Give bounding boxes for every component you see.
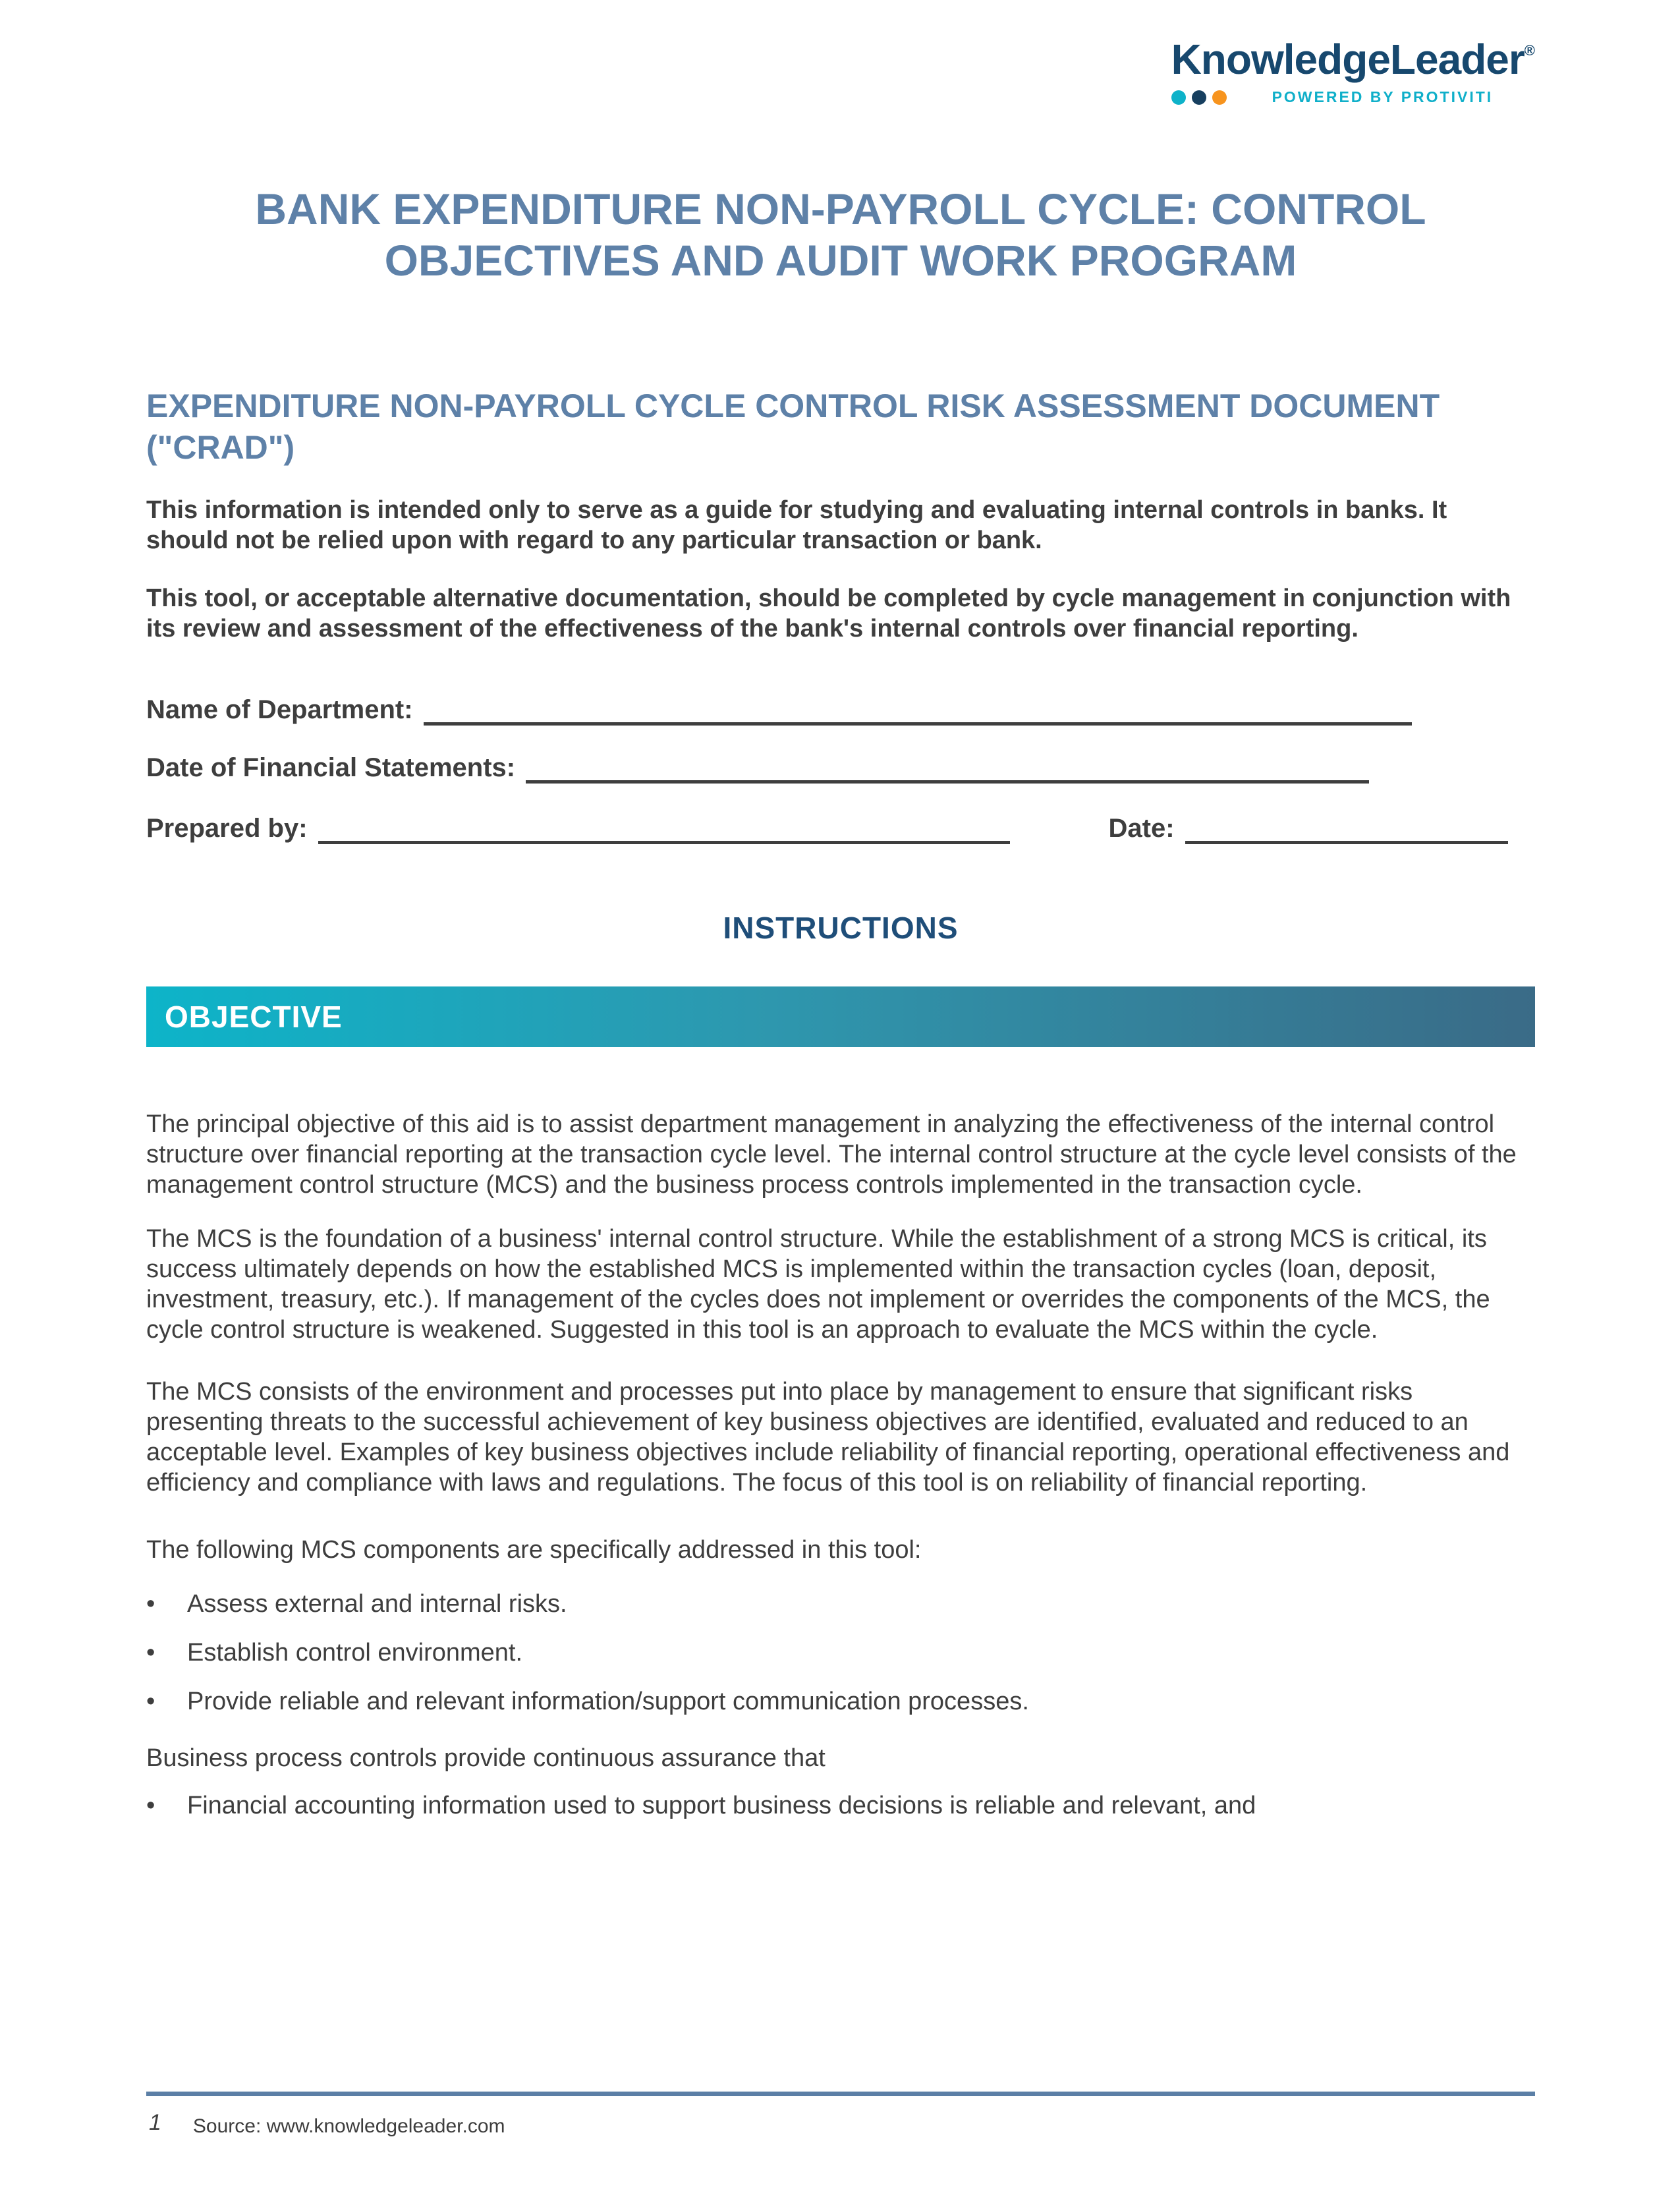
business-process-controls-line: Business process controls provide continuous assurance that [146, 1744, 826, 1772]
list-item [146, 1686, 1535, 1717]
footer-divider-rule [146, 2092, 1535, 2096]
document-title: BANK EXPENDITURE NON-PAYROLL CYCLE: CONTROL OBJECTIVES AND AUDIT WORK PROGRAM [255, 185, 1426, 285]
objective-heading: OBJECTIVE [165, 999, 343, 1034]
cyan-dot-icon [1171, 90, 1186, 105]
objective-section-banner [146, 986, 1535, 1047]
form-row-date-of-financial-statements [146, 752, 1535, 784]
bullet-icon: • [146, 1638, 155, 1667]
logo-tagline-row [1171, 88, 1535, 106]
intro-paragraph-1: This information is intended only to serve as a guide for studying and evaluating internal controls in banks. It should not be relied upon with regard to any particular transaction or bank. [146, 496, 1447, 554]
bullet-text: Assess external and internal risks. [187, 1589, 567, 1618]
date-label: Date: [1108, 813, 1175, 843]
bullet-icon: • [146, 1687, 155, 1715]
bullet-icon: • [146, 1589, 155, 1618]
prepared-by-blank-line [318, 818, 1010, 844]
footer-source-text: Source: www.knowledgeleader.com [192, 2115, 505, 2137]
page-header [146, 38, 1535, 106]
logo-tagline: POWERED BY PROTIVITI [1272, 88, 1494, 105]
bullet-text: Provide reliable and relevant information/support communication processes. [187, 1687, 1029, 1715]
intro-paragraph-2: This tool, or acceptable alternative documentation, should be completed by cycle management in conjunction with its review and assessment of the effectiveness of the bank's internal controls over financial reporting. [146, 584, 1511, 642]
document-subtitle: EXPENDITURE NON-PAYROLL CYCLE CONTROL RISK ASSESSMENT DOCUMENT ("CRAD") [146, 387, 1440, 466]
orange-dot-icon [1212, 90, 1227, 105]
name-of-department-label: Name of Department: [146, 695, 413, 724]
page-number: 1 [149, 2110, 161, 2135]
navy-dot-icon [1192, 90, 1206, 105]
objective-paragraph-3: The MCS consists of the environment and processes put into place by management to ensure that significant risks presenting threats to the successful achievement of key business objectives are identified, evaluated and reduced to an acceptable level. Examples of key business objectives include reliability of financial reporting, operational effectiveness and efficiency and compliance with laws and regulations. The focus of this tool is on reliability of financial reporting. [146, 1377, 1510, 1497]
logo-wordmark [1171, 36, 1535, 83]
date-of-financial-statements-blank-line [526, 757, 1369, 784]
knowledgeleader-logo [1171, 38, 1535, 106]
list-item [146, 1790, 1535, 1821]
date-of-financial-statements-label: Date of Financial Statements: [146, 753, 516, 782]
page-footer [149, 2110, 505, 2138]
objective-paragraph-1: The principal objective of this aid is to assist department management in analyzing the effectiveness of the internal control structure over financial reporting at the transaction cycle level. The internal control structure at the cycle level consists of the management control structure (MCS) and the business process controls implemented in the transaction cycle. [146, 1110, 1517, 1199]
mcs-components-intro-line: The following MCS components are specifically addressed in this tool: [146, 1535, 922, 1564]
bullet-text: Financial accounting information used to support business decisions is reliable and relevant, and [187, 1791, 1256, 1819]
list-item [146, 1638, 1535, 1668]
list-item [146, 1589, 1535, 1619]
bullet-text: Establish control environment. [187, 1638, 523, 1667]
name-of-department-blank-line [424, 699, 1412, 726]
form-row-prepared-by [146, 813, 1535, 844]
prepared-by-label: Prepared by: [146, 813, 308, 843]
form-row-name-of-department [146, 694, 1535, 726]
logo-text: KnowledgeLeader [1171, 36, 1525, 83]
objective-paragraph-2: The MCS is the foundation of a business' internal control structure. While the establishment of a strong MCS is critical, its success ultimately depends on how the established MCS is implemented within the transaction cycles (loan, deposit, investment, treasury, etc.). If management of the cycles does not implement or overrides the components of the MCS, the cycle control structure is weakened. Suggested in this tool is an approach to evaluate the MCS within the cycle. [146, 1224, 1490, 1344]
instructions-heading: INSTRUCTIONS [723, 910, 959, 945]
bullet-icon: • [146, 1791, 155, 1819]
registered-trademark-symbol: ® [1524, 42, 1535, 59]
date-blank-line [1185, 818, 1508, 844]
